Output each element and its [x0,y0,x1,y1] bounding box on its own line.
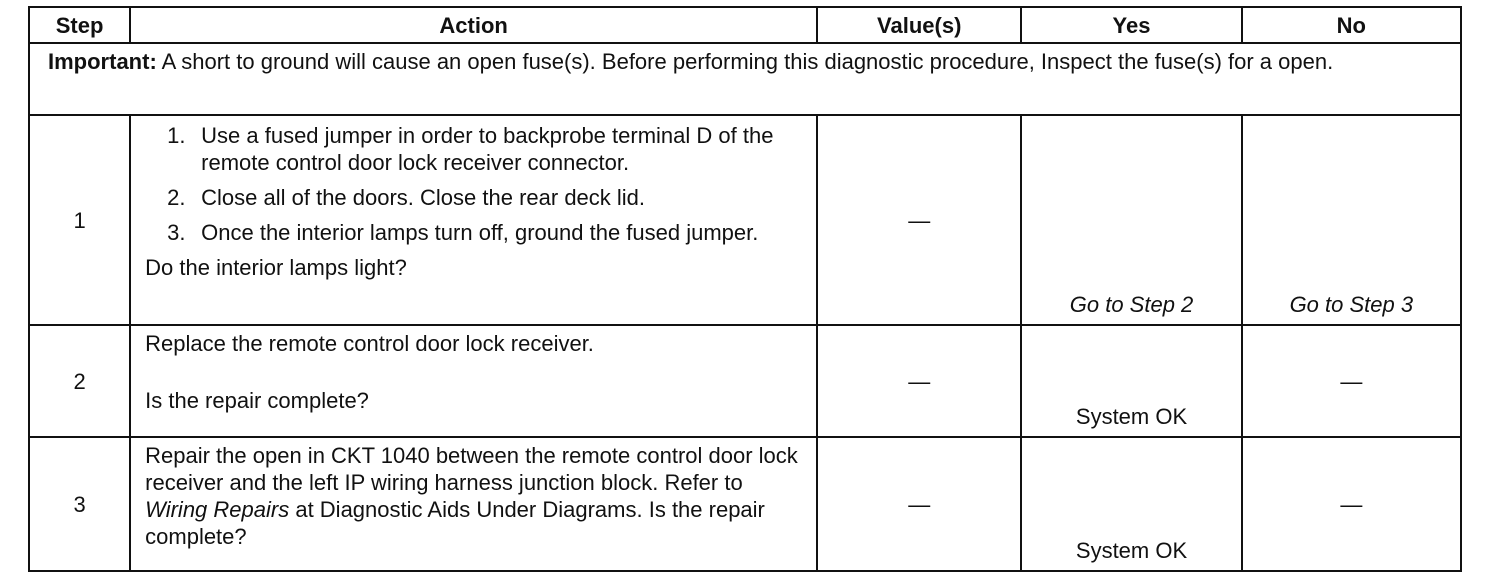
action-text: Replace the remote control door lock receiver. [145,331,594,356]
table-row [29,325,1461,437]
header-no: No [1242,7,1461,43]
diagnostic-table-sheet [28,6,1462,563]
header-values: Value(s) [817,7,1021,43]
action-question: Do the interior lamps light? [145,255,407,280]
action-cell [130,325,817,437]
list-item [145,184,806,211]
list-item [145,122,806,176]
item-number: 2. [167,185,186,210]
header-yes: Yes [1021,7,1241,43]
header-action: Action [130,7,817,43]
important-row [29,43,1461,115]
yes-result: System OK [1021,437,1241,571]
item-text: Use a fused jumper in order to backprobe terminal D of the remote control door lock receiver connector. [201,123,774,175]
no-result: — [1242,325,1461,437]
yes-result: System OK [1021,325,1241,437]
diagnostic-table [28,6,1462,572]
yes-result: Go to Step 2 [1021,115,1241,325]
list-item [145,219,806,246]
action-text-part: Repair the open in CKT 1040 between the remote control door lock receiver and the left IP wiring harness junction block. Refer to [145,443,798,495]
step-number: 3 [29,437,130,571]
step-number: 1 [29,115,130,325]
action-cell [130,115,817,325]
item-number: 3. [167,220,186,245]
item-text: Close all of the doors. Close the rear deck lid. [201,185,646,210]
item-number: 1. [167,123,186,148]
table-row [29,115,1461,325]
action-text [145,442,806,550]
no-result: — [1242,437,1461,571]
value-cell: — [817,437,1021,571]
action-cell [130,437,817,571]
action-question: Is the repair complete? [145,497,765,549]
table-row [29,437,1461,571]
important-note [29,43,1461,115]
action-steps-list [145,122,806,246]
header-row [29,7,1461,43]
header-step: Step [29,7,130,43]
wiring-repairs-reference: Wiring Repairs [145,497,290,522]
action-question: Is the repair complete? [145,388,369,413]
important-text: A short to ground will cause an open fuse(s). Before performing this diagnostic procedure, Inspect the fuse(s) for a open. [156,49,1334,74]
no-result: Go to Step 3 [1242,115,1461,325]
step-number: 2 [29,325,130,437]
value-cell: — [817,325,1021,437]
important-label: Important: [48,49,157,74]
action-text-part: at Diagnostic Aids Under Diagrams. [289,497,643,522]
value-cell: — [817,115,1021,325]
item-text: Once the interior lamps turn off, ground the fused jumper. [201,220,759,245]
